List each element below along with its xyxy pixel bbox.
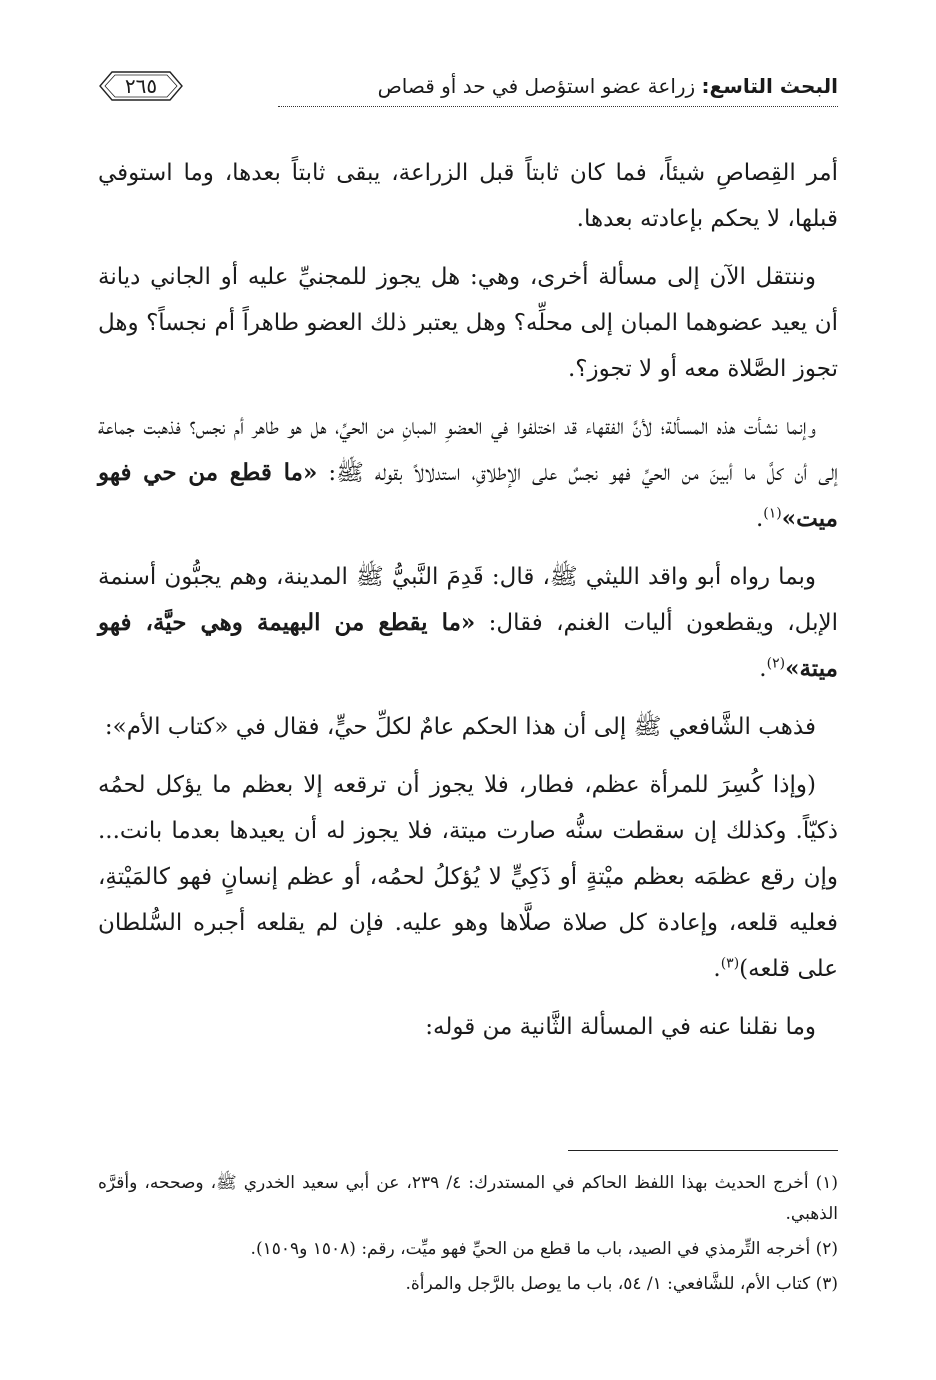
footnote-1: (١) أخرج الحديث بهذا اللفظ الحاكم في المستدرك: ٤/ ٢٣٩، عن أبي سعيد الخدري ﷺ، وصححه، وأقرَّه الذهبي.: [98, 1173, 838, 1224]
hadith-quote-2: «ما يقطع من البهيمة وهي حيَّة، فهو ميتة»: [98, 609, 838, 682]
footnotes: [98, 1168, 838, 1304]
running-title: [378, 72, 838, 100]
paragraph-5: فذهب الشَّافعي ﷺ إلى أن هذا الحكم عامٌ لكلِّ حيٍّ، فقال في «كتاب الأم»:: [104, 714, 816, 740]
paragraph-4-text: وبما رواه أبو واقد الليثي ﷺ، قال: قَدِمَ النَّبيُّ ﷺ المدينة، وهم يجبُّون أسنمة الإبل، ويقطعون أليات الغنم، فقال:: [98, 564, 838, 636]
hadith-quote-1: «ما قطع من حي فهو ميت»: [98, 459, 838, 532]
paragraph-2: وننتقل الآن إلى مسألة أخرى، وهي: هل يجوز للمجنيِّ عليه أو الجاني ديانة أن يعيد عضوهما المبان إلى محلِّه؟ وهل يعتبر ذلك العضو طاهراً أم نجساً؟ وهل تجوز الصَّلاة معه أو لا تجوز؟.: [98, 264, 838, 382]
page-number: ٢٦٥: [124, 74, 158, 98]
running-title-lead: البحث التاسع:: [701, 74, 838, 98]
paragraph-4: [98, 554, 838, 692]
running-header: [98, 66, 838, 110]
paragraph-3-text: وإنما نشأت هذه المسألة؛ لأنَّ الفقهاء قد اختلفوا في العضوِ المبانِ من الحيِّ، هل هو طاهر أم نجس؟ فذهبت جماعة إلى أن كلَّ ما أبينَ من الحيِّ فهو نجسٌ على الإطلاقِ، استدلالاً بقوله ﷺ:: [98, 414, 839, 486]
paragraph-6-end: .: [713, 956, 721, 982]
header-divider: [278, 106, 838, 107]
footnote-3: (٣) كتاب الأم، للشَّافعي: ١/ ٥٤، باب ما يوصل بالرَّجل والمرأة.: [405, 1274, 838, 1294]
main-text: [98, 150, 838, 1062]
paragraph-4-end: .: [759, 656, 767, 682]
paragraph-3-end: .: [755, 506, 764, 532]
paragraph-6-text: (وإذا كُسِرَ للمرأة عظم، فطار، فلا يجوز أن ترقعه إلا بعظم ما يؤكل لحمُه ذكيّاً. وكذلك إن سقطت سنُّه صارت ميتة، فلا يجوز له أن يعيدها بعدما بانت... وإن رقع عظمَه بعظم ميْتةٍ أو ذَكِيٍّ لا يُؤكلُ لحمُه، أو عظم إنسانٍ فهو كالمَيْتةِ، فعليه قلعه، وإعادة كل صلاة صلَّاها وهو عليه. فإن لم يقلعه أجبره السُّلطان على قلعه): [98, 772, 838, 982]
running-title-text: زراعة عضو استؤصل في حد أو قصاص: [377, 74, 702, 98]
footnote-ref-2: (٢): [766, 655, 786, 672]
footnote-ref-1: (١): [763, 505, 782, 522]
footnote-2: (٢) أخرجه التِّرمذي في الصيد، باب ما قطع من الحيِّ فهو ميِّت، رقم: (١٥٠٨ و١٥٠٩).: [250, 1239, 838, 1259]
paragraph-3: [98, 404, 838, 542]
page-number-badge: [98, 70, 184, 102]
footnote-ref-3: (٣): [720, 955, 740, 972]
paragraph-7: وما نقلنا عنه في المسألة الثَّانية من قوله:: [425, 1014, 816, 1040]
footnote-divider: [568, 1150, 838, 1151]
paragraph-1: أمر القِصاصِ شيئاً، فما كان ثابتاً قبل الزراعة، يبقى ثابتاً بعدها، وما استوفي قبلها، لا يحكم بإعادته بعدها.: [98, 160, 838, 232]
paragraph-6: [98, 762, 838, 992]
